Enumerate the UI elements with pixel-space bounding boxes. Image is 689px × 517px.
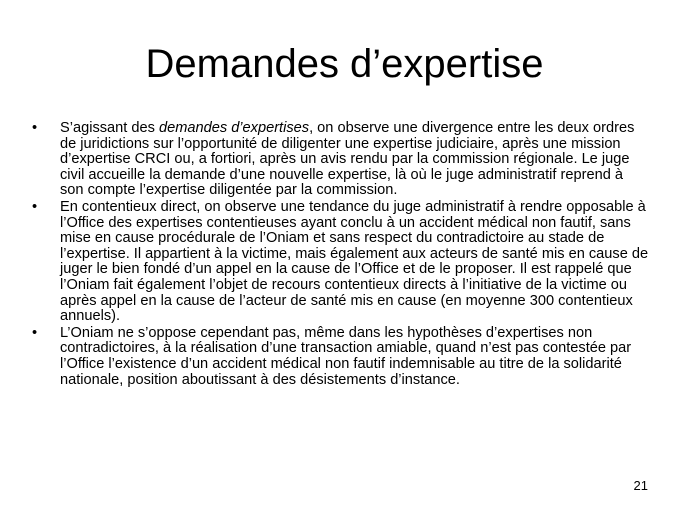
bullet-item-2 — [30, 200, 650, 325]
bullet-text: En contentieux direct, on observe une tendance du juge administratif à rendre opposable à l’Office des expertises contentieuses ayant conclu à un accident médical non fautif, sans mise en cause procédurale de l’Oniam et sans respect du contradictoire au stade de l’expertise. Il appartient à la victime, mais également aux acteurs de santé mis en cause de juger le bien fondé d’un appel en la cause de l’Office et de le proposer. Il est rappelé que l’Oniam fait également l’objet de recours contentieux directs à l’initiative de la victime ou après appel en la cause de l’acteur de santé mis en cause (en moyenne 300 contentieux annuels). — [60, 198, 649, 325]
bullet-item-1 — [30, 121, 650, 199]
bullet-icon: • — [32, 198, 38, 215]
bullet-text-prefix: S’agissant des — [60, 120, 159, 136]
bullet-text-suffix: , on observe une divergence entre les deux ordres de juridictions sur l’opportunité de diligenter une expertise judiciaire, après une mission d’expertise CRCI ou, a fortiori, après un avis rendu par la commission régionale. Le juge civil accueille la demande d’une nouvelle expertise, là où le juge administratif reprend à son compte l’expertise diligentée par la commission. — [60, 120, 635, 199]
bullet-list — [30, 121, 650, 389]
bullet-item-3 — [30, 326, 650, 388]
bullet-icon: • — [32, 120, 38, 136]
bullet-text: L’Oniam ne s’oppose cependant pas, même dans les hypothèses d’expertises non contradictoires, à la réalisation d’une transaction amiable, quand n’est pas contestée par l’Office l’existence d’un accident médical non fautif indemnisable au titre de la solidarité nationale, position aboutissant à des désistements d’instance. — [60, 324, 632, 388]
slide-title: Demandes d’expertise — [145, 42, 544, 86]
page-number: 21 — [633, 478, 648, 493]
bullet-text-emphasis: demandes d’expertises — [158, 120, 310, 136]
bullet-icon: • — [32, 324, 38, 341]
